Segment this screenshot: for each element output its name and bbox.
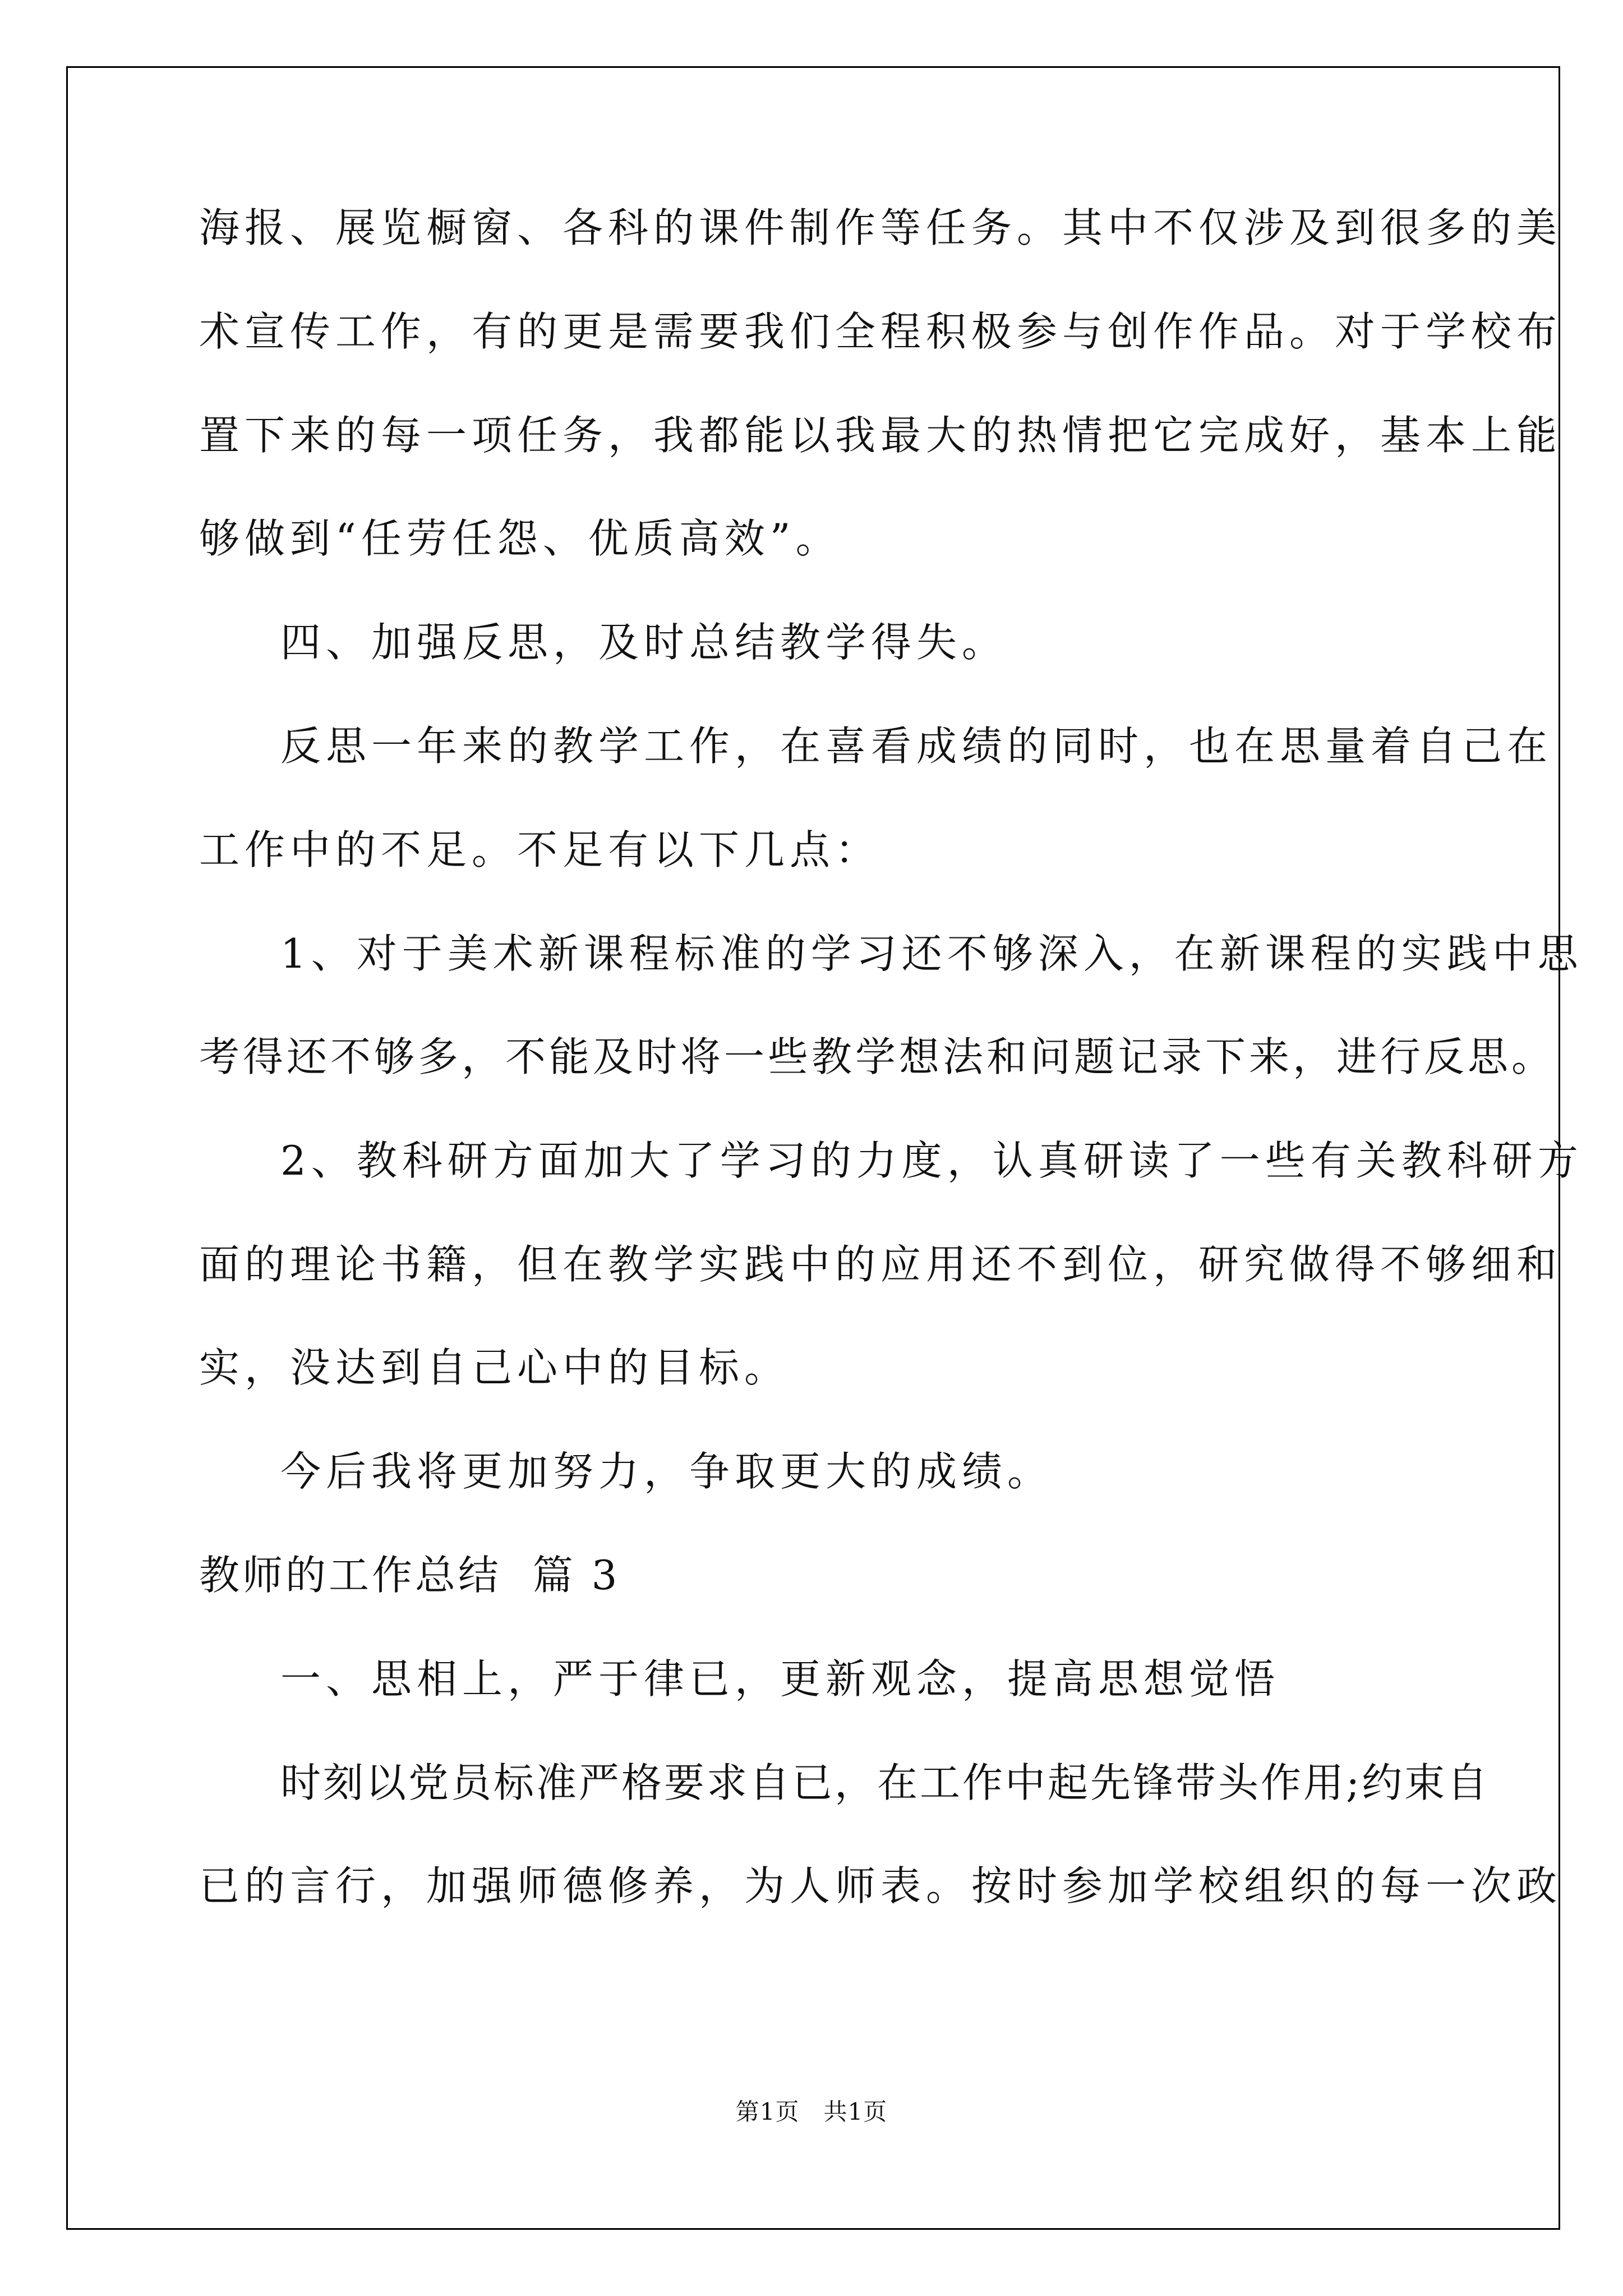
body-line: 工作中的不足。不足有以下几点： (199, 826, 881, 873)
section-heading: 四、加强反思，及时总结教学得失。 (280, 619, 1008, 666)
body-line: 考得还不够多，不能及时将一些教学想法和问题记录下来，进行反思。 (199, 1033, 1556, 1080)
body-line: 实，没达到自己心中的目标。 (199, 1344, 790, 1391)
section-heading: 一、思相上，严于律已，更新观念，提高思想觉悟 (280, 1655, 1280, 1703)
body-line: 时刻以党员标准严格要求自已，在工作中起先锋带头作用;约束自 (280, 1759, 1490, 1806)
body-line: 已的言行，加强师德修养，为人师表。按时参加学校组织的每一次政 (199, 1862, 1562, 1910)
article-title: 教师的工作总结 篇 3 (199, 1552, 620, 1599)
body-line: 海报、展览橱窗、各科的课件制作等任务。其中不仅涉及到很多的美 (199, 204, 1562, 251)
list-item-2: 2、教科研方面加大了学习的力度，认真研读了一些有关教科研方 (280, 1137, 1583, 1184)
body-line: 术宣传工作，有的更是需要我们全程积极参与创作作品。对于学校布 (199, 308, 1562, 355)
page-number: 第1页 共1页 (735, 2098, 888, 2125)
body-line: 面的理论书籍，但在教学实践中的应用还不到位，研究做得不够细和 (199, 1241, 1562, 1288)
body-line: 置下来的每一项任务，我都能以我最大的热情把它完成好，基本上能 (199, 412, 1562, 459)
body-line: 反思一年来的教学工作，在喜看成绩的同时，也在思量着自己在 (280, 723, 1553, 770)
list-item-1: 1、对于美术新课程标准的学习还不够深入，在新课程的实践中思 (280, 930, 1583, 977)
body-line: 够做到“任劳任怨、优质高效”。 (199, 515, 841, 562)
body-line: 今后我将更加努力，争取更大的成绩。 (280, 1448, 1053, 1495)
